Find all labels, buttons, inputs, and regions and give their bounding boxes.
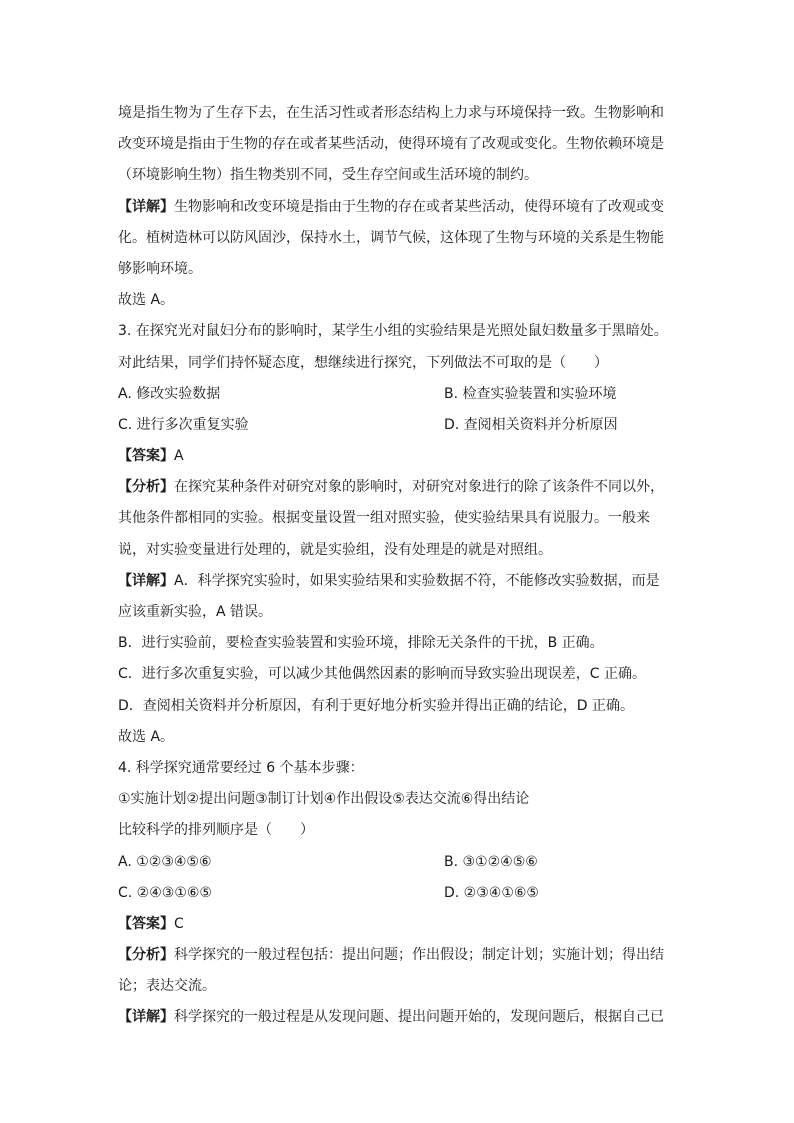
line-text: 比较科学的排列顺序是（ ） [118, 822, 314, 839]
section-tag: 【分析】 [118, 479, 174, 496]
section-tag: 【答案】 [118, 915, 174, 932]
section-tag: 【答案】 [118, 448, 174, 465]
line-text: 科学探究的一般过程包括：提出问题；作出假设；制定计划；实施计划；得出结 [174, 947, 664, 964]
tagged-line [118, 940, 678, 971]
answer-options-row [118, 878, 678, 909]
line-text: 应该重新实验，A 错误。 [118, 604, 273, 620]
line-text: 对此结果，同学们持怀疑态度，想继续进行探究，下列做法不可取的是（ ） [118, 354, 608, 371]
option-left: A. ①②③④⑤⑥ [118, 853, 212, 870]
text-line [118, 971, 678, 1002]
text-line [118, 348, 678, 379]
text-line [118, 815, 678, 846]
line-text: C．进行多次重复实验，可以减少其他偶然因素的影响而导致实验出现误差，C 正确。 [118, 666, 646, 683]
tagged-line [118, 472, 678, 503]
line-text: 科学探究的一般过程是从发现问题、提出问题开始的，发现问题后，根据自己已 [174, 1009, 664, 1026]
tagged-line [118, 566, 678, 597]
document-body [118, 98, 678, 1034]
text-line [118, 597, 678, 628]
tagged-line [118, 909, 678, 940]
line-text: 故选 A。 [118, 728, 175, 745]
section-tag: 【分析】 [118, 947, 174, 964]
text-line [118, 659, 678, 690]
option-left: C. ②④③①⑥⑤ [118, 884, 212, 901]
line-text: （环境影响生物）指生物类别不同，受生存空间或生活环境的制约。 [118, 167, 538, 184]
line-text: 生物影响和改变环境是指由于生物的存在或者某些活动，使得环境有了改观或变 [174, 198, 664, 215]
text-line [118, 691, 678, 722]
text-line [118, 129, 678, 160]
text-line [118, 753, 678, 784]
section-tag: 【详解】 [118, 572, 174, 589]
line-text: 说，对实验变量进行处理的，就是实验组，没有处理是的就是对照组。 [118, 541, 552, 558]
line-text: 3. 在探究光对鼠妇分布的影响时，某学生小组的实验结果是光照处鼠妇数量多于黑暗处。 [118, 323, 668, 340]
section-tag: 【详解】 [118, 198, 174, 215]
line-text: 论；表达交流。 [118, 978, 216, 995]
line-text: A [174, 448, 184, 465]
text-line [118, 316, 678, 347]
option-left: C. 进行多次重复实验 [118, 416, 249, 433]
text-line [118, 503, 678, 534]
line-text: 故选 A。 [118, 292, 175, 309]
line-text: D．查阅相关资料并分析原因，有利于更好地分析实验并得出正确的结论，D 正确。 [118, 697, 635, 714]
section-tag: 【详解】 [118, 1009, 174, 1026]
option-left: A. 修改实验数据 [118, 385, 221, 402]
answer-options-row [118, 410, 678, 441]
text-line [118, 628, 678, 659]
text-line [118, 722, 678, 753]
option-right: D. 查阅相关资料并分析原因 [444, 416, 618, 433]
line-text: 境是指生物为了生存下去，在生活习性或者形态结构上力求与环境保持一致。生物影响和 [118, 105, 664, 121]
line-text: A．科学探究实验时，如果实验结果和实验数据不符，不能修改实验数据，而是 [174, 572, 660, 589]
option-right: B. 检查实验装置和实验环境 [444, 385, 617, 402]
line-text: 4. 科学探究通常要经过 6 个基本步骤： [118, 759, 364, 776]
text-line [118, 535, 678, 566]
answer-options-row [118, 379, 678, 410]
text-line [118, 254, 678, 285]
option-right: D. ②③④①⑥⑤ [444, 884, 539, 901]
text-line [118, 98, 678, 129]
line-text: B．进行实验前，要检查实验装置和实验环境，排除无关条件的干扰，B 正确。 [118, 635, 604, 652]
text-line [118, 285, 678, 316]
line-text: 够影响环境。 [118, 260, 202, 277]
answer-options-row [118, 847, 678, 878]
line-text: C [174, 915, 184, 932]
tagged-line [118, 1002, 678, 1033]
line-text: ①实施计划②提出问题③制订计划④作出假设⑤表达交流⑥得出结论 [118, 791, 530, 808]
line-text: 化。植树造林可以防风固沙，保持水土，调节气候，这体现了生物与环境的关系是生物能 [118, 229, 664, 246]
text-line [118, 160, 678, 191]
text-line [118, 223, 678, 254]
line-text: 其他条件都相同的实验。根据变量设置一组对照实验，使实验结果具有说服力。一般来 [118, 510, 650, 527]
text-line [118, 784, 678, 815]
line-text: 在探究某种条件对研究对象的影响时，对研究对象进行的除了该条件不同以外， [174, 479, 664, 496]
tagged-line [118, 192, 678, 223]
option-right: B. ③①②④⑤⑥ [444, 853, 538, 870]
tagged-line [118, 441, 678, 472]
line-text: 改变环境是指由于生物的存在或者某些活动，使得环境有了改观或变化。生物依赖环境是 [118, 136, 664, 153]
